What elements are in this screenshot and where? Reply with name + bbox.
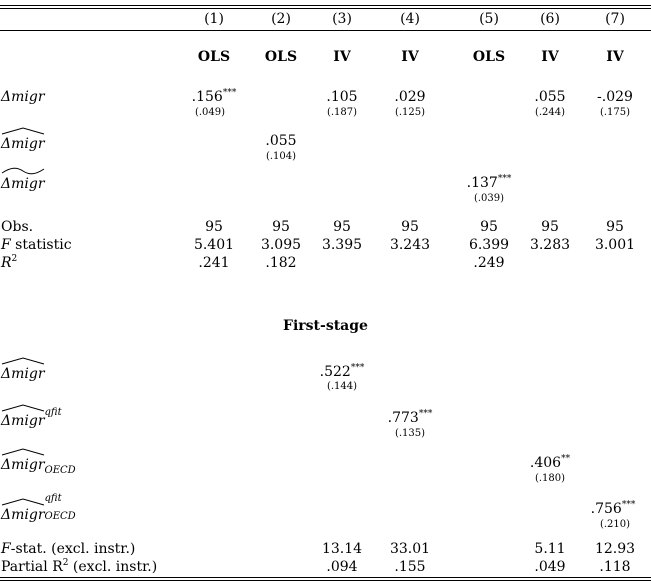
- wide-tilde: Δmigr: [1, 176, 45, 192]
- col-header: (1): [204, 11, 224, 27]
- stat-cell: 3.243: [389, 237, 431, 253]
- first-stage-title: First-stage: [283, 318, 368, 334]
- stat-cell: 95: [272, 219, 290, 235]
- coef-cell: .105: [326, 89, 358, 105]
- stat-cell: 3.283: [529, 237, 571, 253]
- fs-label-delta-migr-qfit-oecd: Δmigr qfit OECD: [1, 493, 76, 523]
- coef-cell: .055: [265, 133, 297, 149]
- stat-cell: 95: [333, 219, 351, 235]
- stat-cell: 95: [401, 219, 419, 235]
- row-label-delta-migr-hat: [1, 136, 45, 152]
- fs-stat-label-partial-r2: Partial $R^2$ (excl. instr.): [1, 558, 158, 575]
- stat-cell: 3.095: [260, 237, 302, 253]
- fs-label-delta-migr-hat: [1, 366, 45, 382]
- se-cell: (.187): [326, 107, 358, 118]
- top-rule-2: [0, 8, 651, 9]
- coef-cell: .156***: [191, 88, 237, 105]
- row-label-delta-migr-tilde: [1, 176, 45, 192]
- wide-hat: Δmigr: [1, 507, 45, 523]
- coef-cell: .029: [394, 89, 426, 105]
- col-header: (2): [271, 11, 291, 27]
- se-cell: (.244): [534, 107, 566, 118]
- col-header: (4): [400, 11, 420, 27]
- fs-coef-cell: .522***: [319, 363, 365, 380]
- fs-se-cell: (.135): [394, 428, 426, 439]
- method-label: OLS: [472, 49, 506, 65]
- stat-cell: 3.001: [594, 237, 636, 253]
- stat-cell: 12.93: [594, 541, 636, 557]
- stat-cell: 6.399: [468, 237, 510, 253]
- bottom-rule-2: [0, 580, 651, 581]
- stat-cell: .182: [265, 255, 297, 271]
- stat-cell: 13.14: [321, 541, 363, 557]
- fs-se-cell: (.210): [599, 519, 631, 530]
- header-rule: [0, 30, 651, 31]
- se-cell: (.104): [265, 151, 297, 162]
- fs-coef-cell: .756***: [590, 500, 636, 517]
- coef-cell: .055: [534, 89, 566, 105]
- stat-cell: .155: [394, 559, 426, 575]
- wide-hat: Δmigr: [1, 457, 45, 473]
- stat-cell: 33.01: [389, 541, 431, 557]
- col-header: (7): [605, 11, 625, 27]
- col-header: (5): [479, 11, 499, 27]
- stat-cell: 5.401: [193, 237, 235, 253]
- stat-cell: .118: [599, 559, 631, 575]
- method-label: IV: [606, 49, 624, 65]
- bottom-rule-1: [0, 577, 651, 578]
- coef-cell: .137***: [466, 174, 512, 191]
- wide-hat: Δmigr: [1, 136, 45, 152]
- stat-cell: 95: [541, 219, 559, 235]
- stat-cell: 95: [205, 219, 223, 235]
- stat-label-obs: Obs.: [1, 219, 34, 235]
- stat-cell: .249: [473, 255, 505, 271]
- col-header: (3): [332, 11, 352, 27]
- stat-cell: 95: [606, 219, 624, 235]
- top-rule-1: [0, 5, 651, 6]
- row-label-delta-migr: Δmigr: [1, 89, 45, 105]
- stat-cell: 95: [480, 219, 498, 235]
- wide-hat: Δmigr: [1, 413, 45, 429]
- wide-hat: Δmigr: [1, 366, 45, 382]
- fs-label-delta-migr-qfit: Δmigr$^{qfit}$: [1, 407, 62, 429]
- stat-cell: .094: [326, 559, 358, 575]
- se-cell: (.039): [473, 193, 505, 204]
- method-label: OLS: [264, 49, 298, 65]
- method-label: OLS: [197, 49, 231, 65]
- fs-coef-cell: .406**: [529, 454, 571, 471]
- se-cell: (.049): [194, 107, 226, 118]
- method-label: IV: [401, 49, 419, 65]
- stat-label-r2: $R^2$: [1, 254, 18, 271]
- se-cell: (.125): [394, 107, 426, 118]
- fs-se-cell: (.144): [326, 381, 358, 392]
- stat-cell: 3.395: [321, 237, 363, 253]
- stat-cell: .241: [198, 255, 230, 271]
- coef-cell: -.029: [597, 89, 633, 105]
- fs-label-delta-migr-oecd: Δmigr$_{OECD}$: [1, 457, 76, 479]
- fs-stat-label-f: F-stat. (excl. instr.): [1, 541, 136, 557]
- col-header: (6): [540, 11, 560, 27]
- fs-se-cell: (.180): [534, 473, 566, 484]
- stat-cell: .049: [534, 559, 566, 575]
- fs-coef-cell: .773***: [387, 409, 433, 426]
- stat-label-f: F statistic: [1, 237, 72, 253]
- se-cell: (.175): [599, 107, 631, 118]
- method-label: IV: [333, 49, 351, 65]
- stat-cell: 5.11: [534, 541, 566, 557]
- method-label: IV: [541, 49, 559, 65]
